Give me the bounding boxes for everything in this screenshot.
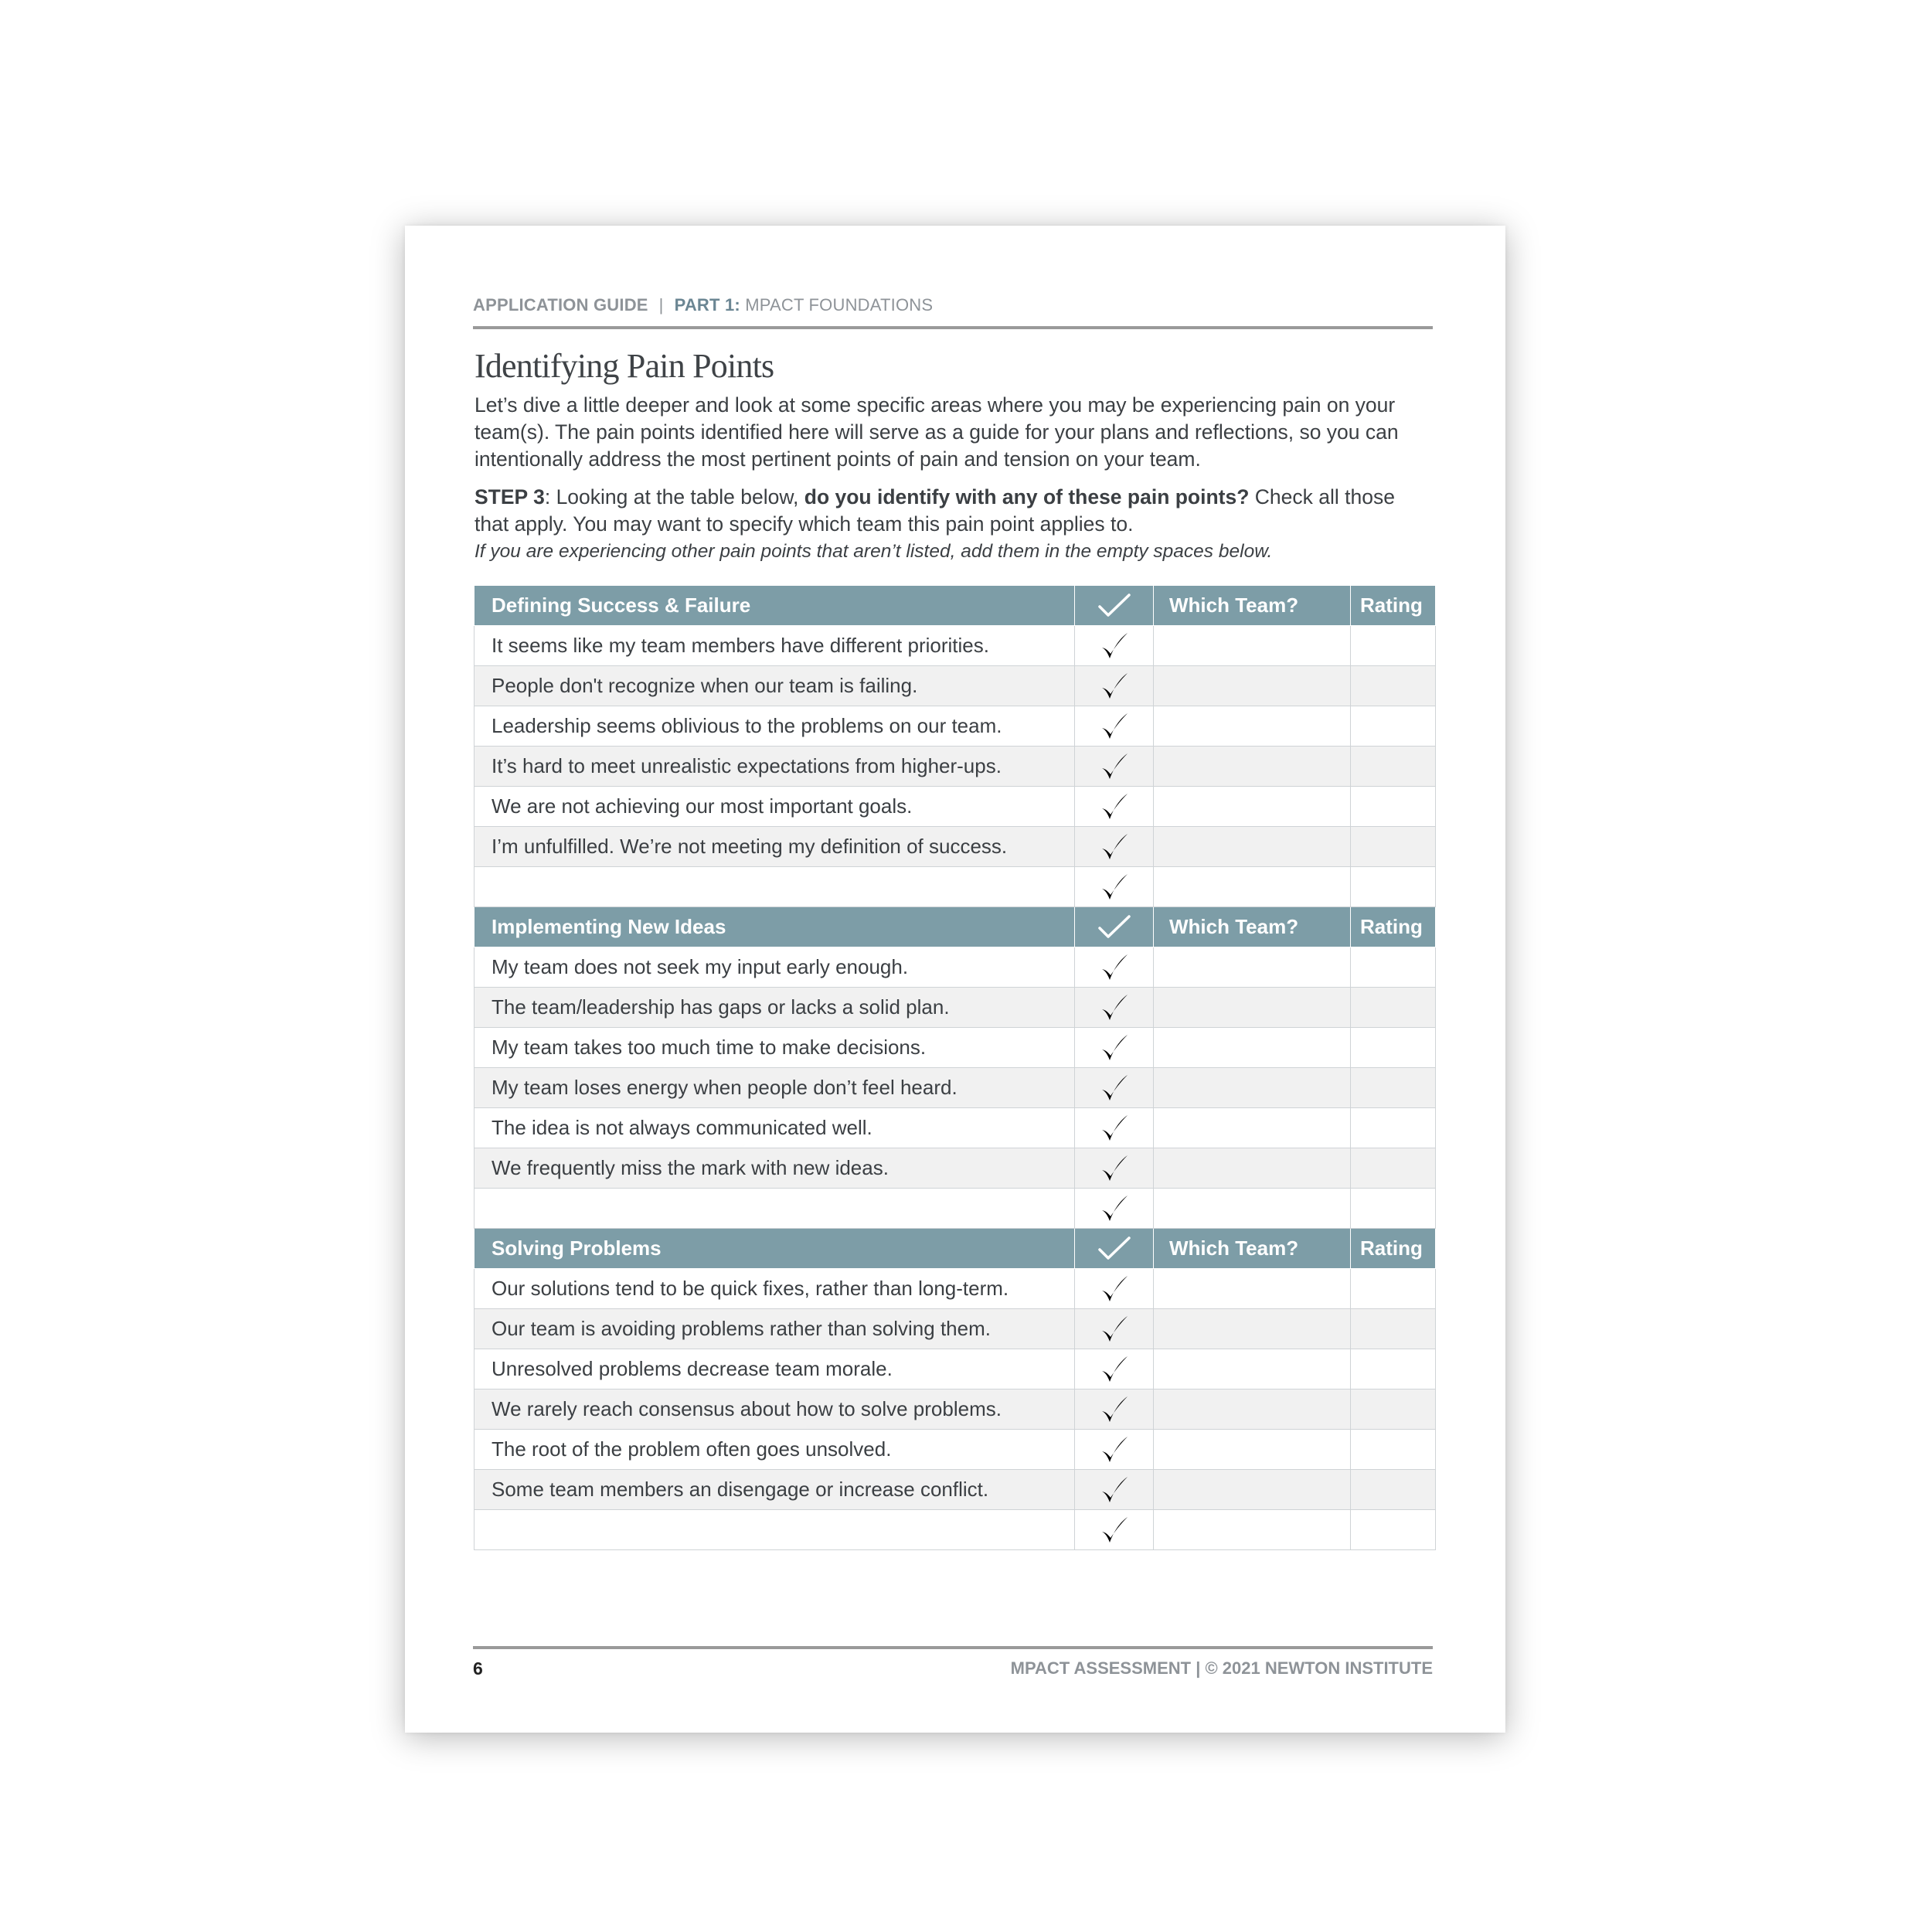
check-cell[interactable] [1075,1148,1154,1189]
rating-cell[interactable] [1351,1189,1436,1229]
table-row [474,827,1436,867]
which-team-cell[interactable] [1154,747,1351,787]
which-team-cell[interactable] [1154,626,1351,666]
table-row [474,1189,1436,1229]
rating-cell[interactable] [1351,1430,1436,1470]
checkmark-bold-icon [1075,832,1153,862]
checkmark-bold-icon [1075,1394,1153,1425]
section-title: Solving Problems [474,1229,1075,1269]
step-text-2: Check all those that apply. You may want to specify which team this pain point applies to. [474,485,1395,536]
table-row [474,1309,1436,1349]
table-row [474,1470,1436,1510]
header-part-title: MPACT FOUNDATIONS [745,295,934,315]
intro-paragraph [474,392,1433,473]
checkmark-bold-icon [1075,1113,1153,1144]
table-row [474,787,1436,827]
step-text [474,484,1433,538]
check-cell[interactable] [1075,1269,1154,1309]
which-team-header: Which Team? [1154,1229,1351,1269]
check-cell[interactable] [1075,626,1154,666]
rating-header: Rating [1351,1229,1436,1269]
header-check-cell [1075,907,1154,947]
page-title: Identifying Pain Points [474,347,774,385]
pain-point-text: Our solutions tend to be quick fixes, rather than long-term. [474,1269,1075,1309]
header-guide: APPLICATION GUIDE [473,295,648,315]
rating-cell[interactable] [1351,1389,1436,1430]
which-team-header: Which Team? [1154,586,1351,626]
check-cell[interactable] [1075,1108,1154,1148]
pain-points-table [474,585,1436,1550]
section-header-row [474,1229,1436,1269]
table-row [474,947,1436,988]
which-team-cell[interactable] [1154,1028,1351,1068]
pain-point-text: It’s hard to meet unrealistic expectations from higher-ups. [474,747,1075,787]
which-team-cell[interactable] [1154,706,1351,747]
which-team-cell[interactable] [1154,867,1351,907]
pain-point-text: Unresolved problems decrease team morale. [474,1349,1075,1389]
rating-cell[interactable] [1351,666,1436,706]
pain-point-text: Leadership seems oblivious to the problems on our team. [474,706,1075,747]
table-row [474,706,1436,747]
check-cell[interactable] [1075,1470,1154,1510]
pain-point-text: My team takes too much time to make decisions. [474,1028,1075,1068]
table-row [474,1389,1436,1430]
header-check-cell [1075,586,1154,626]
running-header [473,295,1433,329]
section-title: Defining Success & Failure [474,586,1075,626]
table-row [474,747,1436,787]
checkmark-bold-icon [1075,1073,1153,1104]
check-cell[interactable] [1075,947,1154,988]
step-text-1: : Looking at the table below, [544,485,804,509]
which-team-cell[interactable] [1154,666,1351,706]
section-header-row [474,907,1436,947]
which-team-cell[interactable] [1154,1148,1351,1189]
check-cell[interactable] [1075,747,1154,787]
step-question: do you identify with any of these pain points? [804,485,1250,509]
pain-point-text: It seems like my team members have different priorities. [474,626,1075,666]
checkmark-bold-icon [1075,751,1153,782]
which-team-cell[interactable] [1154,1269,1351,1309]
table-row [474,867,1436,907]
rating-cell[interactable] [1351,1510,1436,1550]
which-team-cell[interactable] [1154,1430,1351,1470]
table-row [474,1148,1436,1189]
checkmark-bold-icon [1075,872,1153,903]
check-cell[interactable] [1075,1349,1154,1389]
header-separator: | [658,295,664,315]
table-row [474,1028,1436,1068]
rating-cell[interactable] [1351,1028,1436,1068]
table-row [474,626,1436,666]
which-team-cell[interactable] [1154,947,1351,988]
table-row [474,988,1436,1028]
checkmark-bold-icon [1075,1434,1153,1465]
which-team-cell[interactable] [1154,787,1351,827]
checkmark-outline-icon [1075,592,1153,620]
check-cell[interactable] [1075,1309,1154,1349]
footer-credit: MPACT ASSESSMENT | © 2021 NEWTON INSTITUTE [1010,1658,1433,1678]
rating-header: Rating [1351,907,1436,947]
page-content [473,295,1433,1550]
rating-cell[interactable] [1351,1349,1436,1389]
pain-point-text: The idea is not always communicated well. [474,1108,1075,1148]
rating-cell[interactable] [1351,827,1436,867]
checkmark-bold-icon [1075,952,1153,983]
checkmark-bold-icon [1075,671,1153,702]
step-paragraph [474,484,1433,565]
pain-point-text: The root of the problem often goes unsolved. [474,1430,1075,1470]
which-team-header: Which Team? [1154,907,1351,947]
rating-cell[interactable] [1351,1269,1436,1309]
rating-cell[interactable] [1351,988,1436,1028]
checkmark-bold-icon [1075,1193,1153,1224]
which-team-cell[interactable] [1154,988,1351,1028]
pain-point-text: We are not achieving our most important goals. [474,787,1075,827]
rating-header: Rating [1351,586,1436,626]
table-row [474,1430,1436,1470]
checkmark-bold-icon [1075,1314,1153,1345]
check-cell[interactable] [1075,1430,1154,1470]
checkmark-outline-icon [1075,1235,1153,1263]
step-note: If you are experiencing other pain points that aren’t listed, add them in the empty spaces below. [474,541,1273,562]
rating-cell[interactable] [1351,626,1436,666]
page-number: 6 [473,1658,483,1679]
rating-cell[interactable] [1351,787,1436,827]
check-cell[interactable] [1075,1510,1154,1550]
pain-point-text: Some team members an disengage or increase conflict. [474,1470,1075,1510]
which-team-cell[interactable] [1154,1470,1351,1510]
header-check-cell [1075,1229,1154,1269]
checkmark-bold-icon [1075,631,1153,662]
check-cell[interactable] [1075,666,1154,706]
check-cell[interactable] [1075,787,1154,827]
section-title: Implementing New Ideas [474,907,1075,947]
rating-cell[interactable] [1351,947,1436,988]
rating-cell[interactable] [1351,1068,1436,1108]
pain-point-text: Our team is avoiding problems rather than solving them. [474,1309,1075,1349]
header-part-label: PART 1: [674,295,740,315]
check-cell[interactable] [1075,1028,1154,1068]
checkmark-bold-icon [1075,1153,1153,1184]
pain-point-text [474,1189,1075,1229]
document-page [405,226,1505,1733]
which-team-cell[interactable] [1154,1189,1351,1229]
footer-rule [473,1646,1433,1649]
section-header-row [474,586,1436,626]
checkmark-bold-icon [1075,1274,1153,1304]
checkmark-bold-icon [1075,1515,1153,1546]
pain-point-text: My team loses energy when people don’t feel heard. [474,1068,1075,1108]
which-team-cell[interactable] [1154,1510,1351,1550]
table-row [474,666,1436,706]
check-cell[interactable] [1075,1389,1154,1430]
check-cell[interactable] [1075,706,1154,747]
check-cell[interactable] [1075,867,1154,907]
check-cell[interactable] [1075,1189,1154,1229]
pain-point-text: People don't recognize when our team is failing. [474,666,1075,706]
rating-cell[interactable] [1351,867,1436,907]
checkmark-bold-icon [1075,1354,1153,1385]
checkmark-bold-icon [1075,1032,1153,1063]
which-team-cell[interactable] [1154,1068,1351,1108]
rating-cell[interactable] [1351,747,1436,787]
pain-point-text: We rarely reach consensus about how to solve problems. [474,1389,1075,1430]
rating-cell[interactable] [1351,1108,1436,1148]
pain-point-text: We frequently miss the mark with new ideas. [474,1148,1075,1189]
pain-point-text: My team does not seek my input early enough. [474,947,1075,988]
pain-point-text [474,867,1075,907]
checkmark-outline-icon [1075,913,1153,941]
pain-point-text [474,1510,1075,1550]
which-team-cell[interactable] [1154,1309,1351,1349]
checkmark-bold-icon [1075,711,1153,742]
which-team-cell[interactable] [1154,1389,1351,1430]
rating-cell[interactable] [1351,1309,1436,1349]
check-cell[interactable] [1075,988,1154,1028]
which-team-cell[interactable] [1154,1108,1351,1148]
table-row [474,1269,1436,1309]
rating-cell[interactable] [1351,706,1436,747]
checkmark-bold-icon [1075,1475,1153,1505]
which-team-cell[interactable] [1154,1349,1351,1389]
table-row [474,1349,1436,1389]
rating-cell[interactable] [1351,1470,1436,1510]
table-row [474,1510,1436,1550]
which-team-cell[interactable] [1154,827,1351,867]
checkmark-bold-icon [1075,992,1153,1023]
check-cell[interactable] [1075,827,1154,867]
checkmark-bold-icon [1075,791,1153,822]
table-row [474,1068,1436,1108]
step-label: STEP 3 [474,485,545,509]
check-cell[interactable] [1075,1068,1154,1108]
table-row [474,1108,1436,1148]
pain-point-text: I’m unfulfilled. We’re not meeting my definition of success. [474,827,1075,867]
rating-cell[interactable] [1351,1148,1436,1189]
intro-text: Let’s dive a little deeper and look at some specific areas where you may be experiencing pain on your team(s). The pain points identified here will serve as a guide for your plans and reflections, so you can intentionally address the most pertinent points of pain and tension on your team. [474,393,1399,471]
pain-point-text: The team/leadership has gaps or lacks a solid plan. [474,988,1075,1028]
